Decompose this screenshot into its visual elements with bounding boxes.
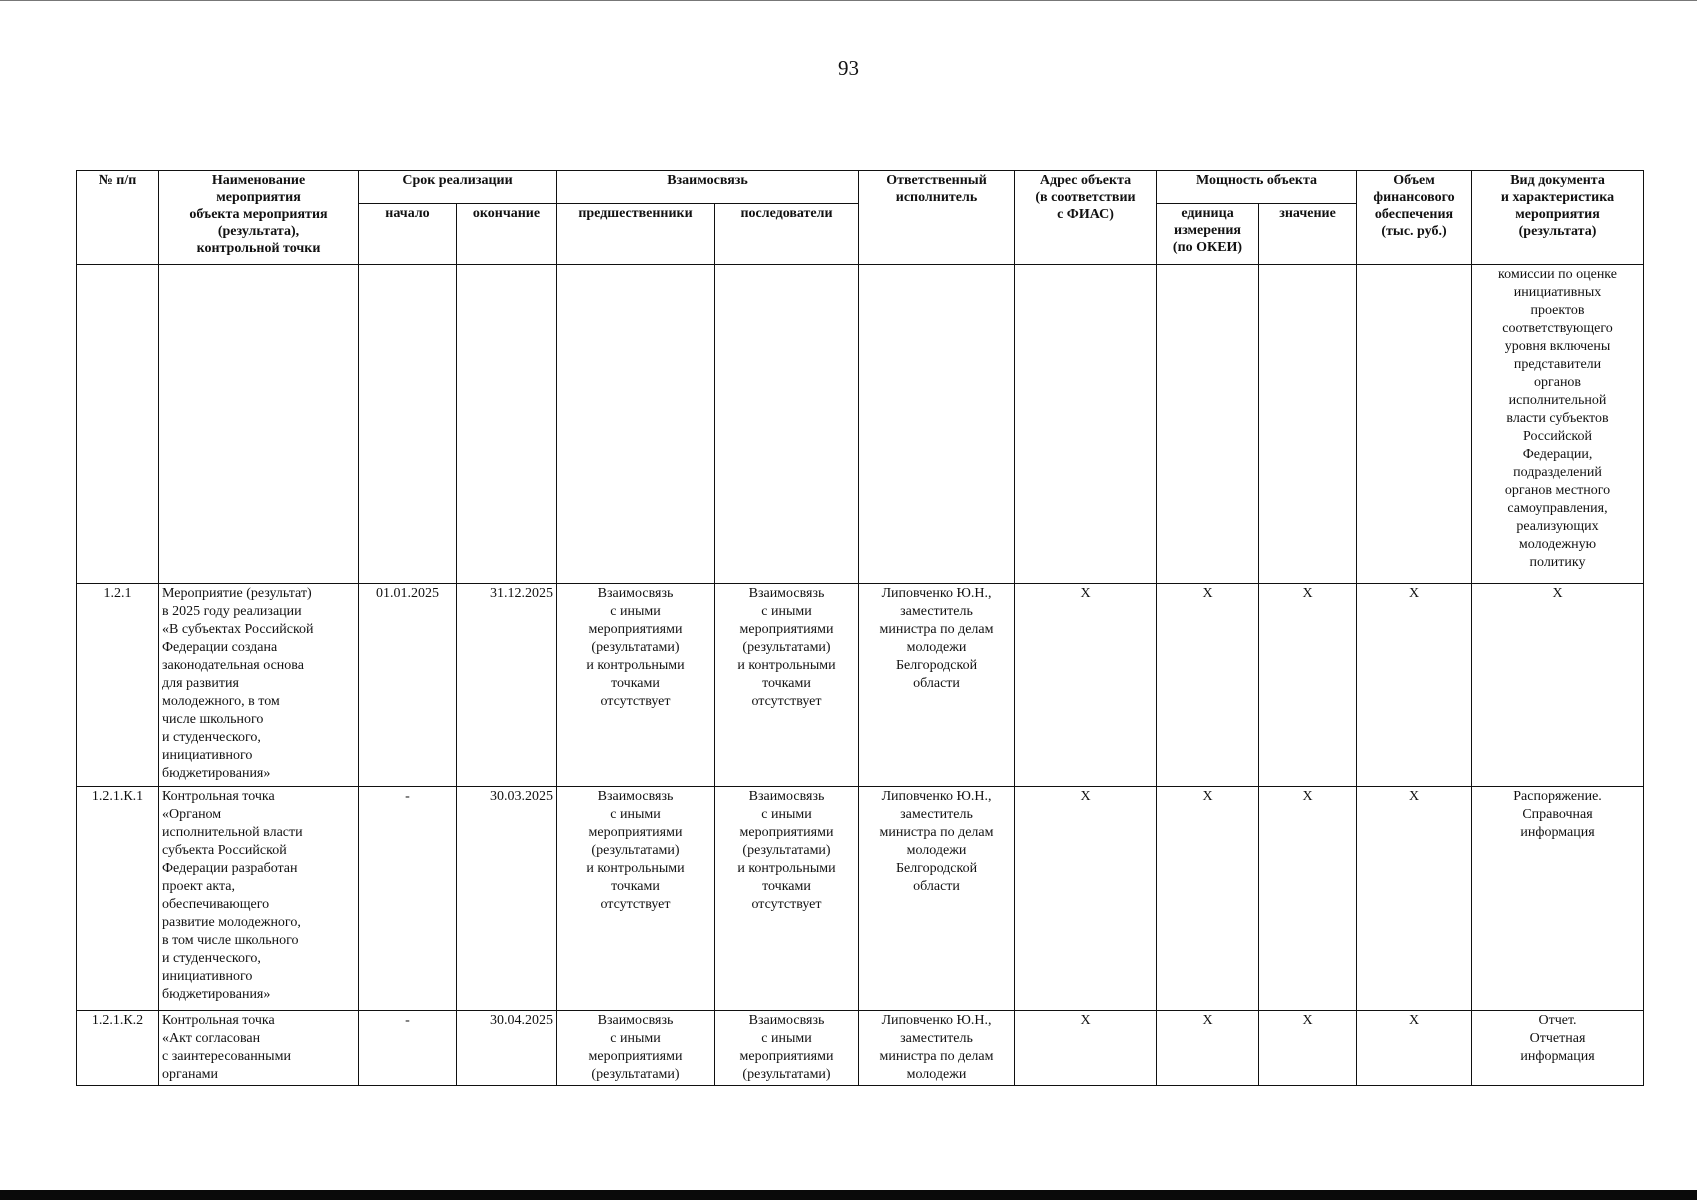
cell-end	[457, 265, 557, 584]
cell-end: 30.03.2025	[457, 787, 557, 1011]
cell-address	[1015, 265, 1157, 584]
page-number: 93	[838, 56, 859, 80]
cell-name: Мероприятие (результат) в 2025 году реализации «В субъектах Российской Федерации создана законодательная основа для развития молодежного, в том числе школьного и студенческого, инициативного бюджетирования»	[159, 584, 359, 787]
cell-funding: Х	[1357, 1011, 1472, 1086]
cell-start: -	[359, 787, 457, 1011]
header-name: Наименование мероприятия объекта мероприятия (результата), контрольной точки	[159, 171, 359, 265]
cell-predecessors: Взаимосвязь с иными мероприятиями (результатами) и контрольными точками отсутствует	[557, 584, 715, 787]
cell-doc-type: Отчет. Отчетная информация	[1472, 1011, 1644, 1086]
header-predecessors: предшественники	[557, 204, 715, 265]
cell-end: 30.04.2025	[457, 1011, 557, 1086]
header-responsible: Ответственный исполнитель	[859, 171, 1015, 265]
scan-top-edge	[0, 0, 1697, 1]
cell-predecessors: Взаимосвязь с иными мероприятиями (результатами)	[557, 1011, 715, 1086]
cell-successors: Взаимосвязь с иными мероприятиями (результатами) и контрольными точками отсутствует	[715, 584, 859, 787]
cell-doc-type: комиссии по оценке инициативных проектов соответствующего уровня включены представители органов исполнительной власти субъектов Российской Федерации, подразделений органов местного самоуправления, реализующих молодежную политику	[1472, 265, 1644, 584]
cell-responsible: Липовченко Ю.Н., заместитель министра по делам молодежи Белгородской области	[859, 584, 1015, 787]
cell-num: 1.2.1.К.2	[77, 1011, 159, 1086]
cell-responsible: Липовченко Ю.Н., заместитель министра по делам молодежи	[859, 1011, 1015, 1086]
cell-successors: Взаимосвязь с иными мероприятиями (результатами) и контрольными точками отсутствует	[715, 787, 859, 1011]
cell-value: Х	[1259, 1011, 1357, 1086]
cell-name: Контрольная точка «Органом исполнительной власти субъекта Российской Федерации разработан проект акта, обеспечивающего развитие молодежного, в том числе школьного и студенческого, инициативного бюджетирования»	[159, 787, 359, 1011]
header-relation: Взаимосвязь	[557, 171, 859, 204]
events-table	[76, 170, 1644, 1086]
cell-num	[77, 265, 159, 584]
cell-name: Контрольная точка «Акт согласован с заинтересованными органами	[159, 1011, 359, 1086]
cell-address: Х	[1015, 1011, 1157, 1086]
cell-unit	[1157, 265, 1259, 584]
header-num: № п/п	[77, 171, 159, 265]
cell-unit: Х	[1157, 1011, 1259, 1086]
cell-responsible	[859, 265, 1015, 584]
cell-unit: Х	[1157, 787, 1259, 1011]
cell-doc-type: Распоряжение. Справочная информация	[1472, 787, 1644, 1011]
cell-unit: Х	[1157, 584, 1259, 787]
header-doc-type: Вид документа и характеристика мероприятия (результата)	[1472, 171, 1644, 265]
header-address: Адрес объекта (в соответствии с ФИАС)	[1015, 171, 1157, 265]
cell-funding: Х	[1357, 584, 1472, 787]
scan-bottom-edge	[0, 1190, 1697, 1200]
cell-address: Х	[1015, 584, 1157, 787]
cell-successors: Взаимосвязь с иными мероприятиями (результатами)	[715, 1011, 859, 1086]
cell-predecessors: Взаимосвязь с иными мероприятиями (результатами) и контрольными точками отсутствует	[557, 787, 715, 1011]
header-value: значение	[1259, 204, 1357, 265]
cell-value	[1259, 265, 1357, 584]
header-capacity: Мощность объекта	[1157, 171, 1357, 204]
cell-predecessors	[557, 265, 715, 584]
cell-name	[159, 265, 359, 584]
cell-funding	[1357, 265, 1472, 584]
cell-start: -	[359, 1011, 457, 1086]
cell-start	[359, 265, 457, 584]
cell-funding: Х	[1357, 787, 1472, 1011]
header-start: начало	[359, 204, 457, 265]
cell-num: 1.2.1.К.1	[77, 787, 159, 1011]
header-period: Срок реализации	[359, 171, 557, 204]
header-successors: последователи	[715, 204, 859, 265]
header-end: окончание	[457, 204, 557, 265]
table-row	[77, 584, 1644, 787]
cell-doc-type: Х	[1472, 584, 1644, 787]
header-unit: единица измерения (по ОКЕИ)	[1157, 204, 1259, 265]
cell-responsible: Липовченко Ю.Н., заместитель министра по делам молодежи Белгородской области	[859, 787, 1015, 1011]
cell-end: 31.12.2025	[457, 584, 557, 787]
table-row	[77, 1011, 1644, 1086]
cell-successors	[715, 265, 859, 584]
header-funding: Объем финансового обеспечения (тыс. руб.)	[1357, 171, 1472, 265]
cell-value: Х	[1259, 584, 1357, 787]
cell-start: 01.01.2025	[359, 584, 457, 787]
cell-value: Х	[1259, 787, 1357, 1011]
table-row	[77, 265, 1644, 584]
cell-address: Х	[1015, 787, 1157, 1011]
table-row	[77, 787, 1644, 1011]
cell-num: 1.2.1	[77, 584, 159, 787]
